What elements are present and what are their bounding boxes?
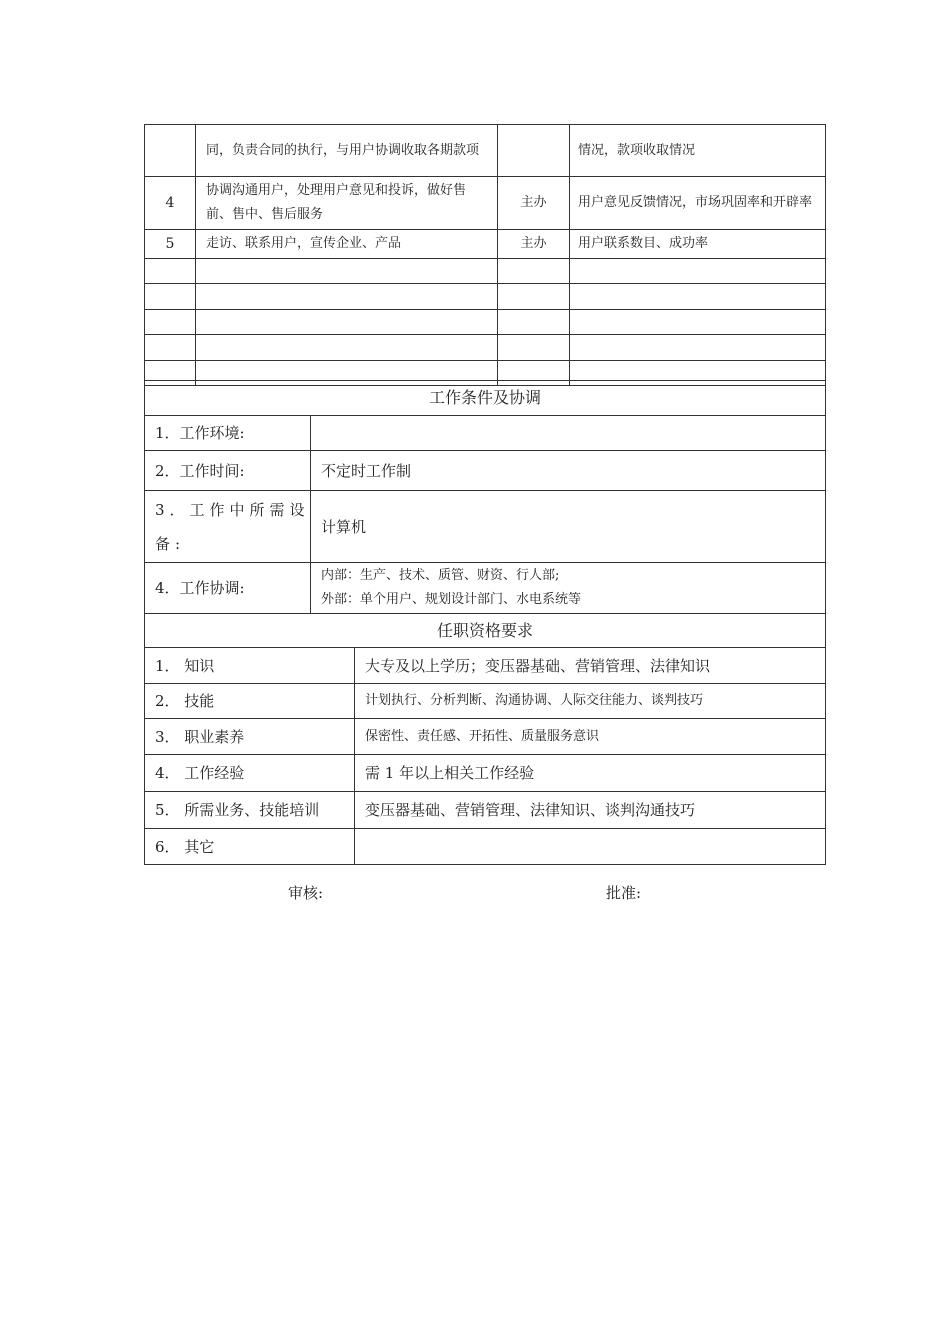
qualification-label: 3． 职业素养 [145,719,355,755]
env-value [311,416,826,451]
equipment-label: 3．工作中所需设备: [145,491,311,563]
qualification-label: 2． 技能 [145,684,355,719]
qualification-label: 6． 其它 [145,829,355,865]
qualification-label: 5． 所需业务、技能培训 [145,792,355,829]
coordination-value [311,563,826,614]
time-value: 不定时工作制 [311,451,826,491]
qualification-value: 计划执行、分析判断、沟通协调、人际交往能力、谈判技巧 [355,684,826,719]
qualifications-table [144,613,826,865]
duty-standard: 用户意见反馈情况，市场巩固率和开辟率 [570,177,826,230]
qualifications-title: 任职资格要求 [145,614,826,648]
condition-row [145,563,826,614]
condition-row [145,491,826,563]
qualification-value: 变压器基础、营销管理、法律知识、谈判沟通技巧 [355,792,826,829]
qualification-value: 大专及以上学历；变压器基础、营销管理、法律知识 [355,648,826,684]
duty-role: 主办 [498,230,570,259]
conditions-title: 工作条件及协调 [145,381,826,416]
qualification-row [145,719,826,755]
duty-standard: 用户联系数目、成功率 [570,230,826,259]
duty-row [145,230,826,259]
empty-duty-row [145,284,826,310]
empty-duty-row [145,335,826,361]
empty-duty-row [145,310,826,335]
approve-signature-label: 批准: [606,884,642,902]
qualification-label: 4． 工作经验 [145,755,355,792]
duty-row [145,125,826,177]
duty-description: 走访、联系用户，宣传企业、产品 [196,230,498,259]
qualification-row [145,792,826,829]
equipment-value: 计算机 [311,491,826,563]
qualification-value [355,829,826,865]
empty-duty-row [145,259,826,284]
duty-number: 4 [145,177,196,230]
time-label: 2．工作时间: [145,451,311,491]
condition-row [145,416,826,451]
duty-number: 5 [145,230,196,259]
coordination-label: 4．工作协调: [145,563,311,614]
qualification-row [145,829,826,865]
env-label: 1．工作环境: [145,416,311,451]
qualification-row [145,755,826,792]
conditions-table [144,380,826,614]
qualification-value: 需 1 年以上相关工作经验 [355,755,826,792]
qualification-row [145,684,826,719]
duty-description: 同，负责合同的执行，与用户协调收取各期款项 [196,125,498,177]
duty-standard: 情况，款项收取情况 [570,125,826,177]
duty-row [145,177,826,230]
coordination-internal: 内部：生产、技术、质管、财资、行人部; [321,568,560,583]
condition-row [145,451,826,491]
qualification-value: 保密性、责任感、开拓性、质量服务意识 [355,719,826,755]
qualification-row [145,648,826,684]
duties-table [144,124,826,386]
duty-role [498,125,570,177]
duty-description: 协调沟通用户，处理用户意见和投诉，做好售前、售中、售后服务 [196,177,498,230]
coordination-external: 外部：单个用户、规划设计部门、水电系统等 [321,592,582,607]
review-signature-label: 审核: [288,884,324,902]
qualification-label: 1． 知识 [145,648,355,684]
duty-number [145,125,196,177]
duty-role: 主办 [498,177,570,230]
